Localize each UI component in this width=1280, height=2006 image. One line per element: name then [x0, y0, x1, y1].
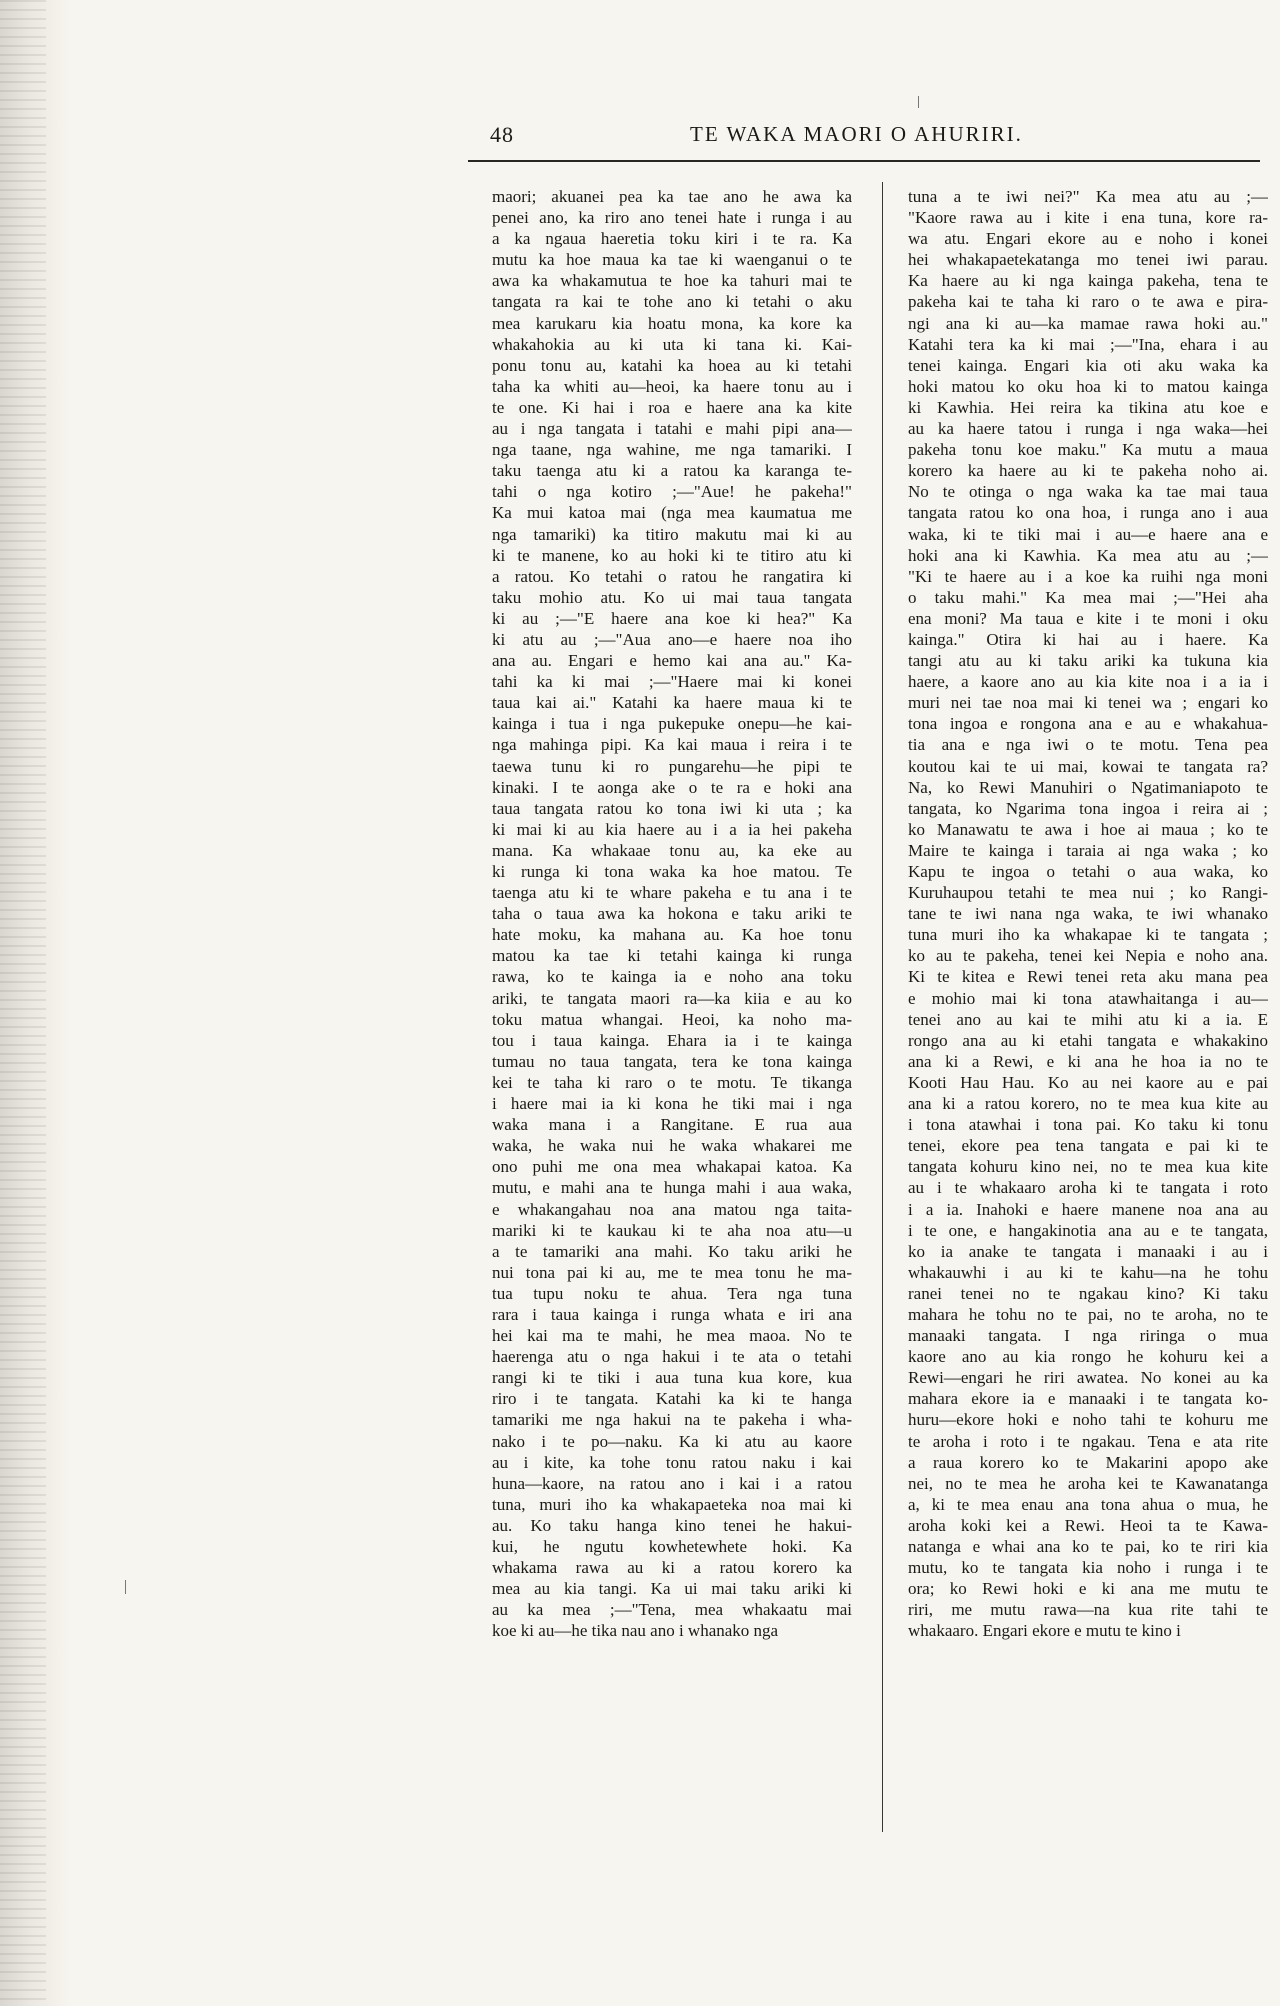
page-header [490, 122, 1260, 156]
text-line: au. Ko taku hanga kino tenei he hakui- [492, 1515, 852, 1535]
text-line: tangi atu au ki taku ariki ka tukuna kia [908, 651, 1268, 671]
text-line: o taku mahi." Ka mea mai ;—"Hei aha [908, 587, 1268, 607]
text-column-left [492, 186, 852, 1641]
text-line: te one. Ki hai i roa e haere ana ka kite [492, 397, 852, 417]
text-line: toku matua whangai. Heoi, ka noho ma- [492, 1009, 852, 1029]
text-line: hei kai ma te mahi, he mea maoa. No te [492, 1326, 852, 1346]
newspaper-title: TE WAKA MAORI O AHURIRI. [690, 122, 1023, 146]
text-line: mutu, e mahi ana te hunga mahi i aua waka, [492, 1178, 852, 1198]
text-line: kainga i tua i nga pukepuke onepu—he kai- [492, 714, 852, 734]
text-line: No te otinga o nga waka ka tae mai taua [908, 482, 1268, 502]
text-line: matou ka tae ki tetahi kainga ki runga [492, 946, 852, 966]
text-line: hate moku, ka mahana au. Ka hoe tonu [492, 925, 852, 945]
text-line: ki runga ki tona waka ka hoe matou. Te [492, 862, 852, 881]
text-line: natanga e whai ana ko te pai, ko te riri kia [908, 1537, 1268, 1556]
text-line: "Ki te haere au i a koe ka ruihi nga moni [908, 566, 1268, 586]
text-line: korero ka haere au ki te pakeha noho ai. [908, 461, 1268, 481]
text-line: Rewi—engari he riri awatea. No konei au ka [908, 1368, 1268, 1388]
text-line: tuna, muri iho ka whakapaeteka noa mai ki [492, 1494, 852, 1514]
text-line: muri nei tae noa mai ki tenei wa ; engari ko [908, 693, 1268, 713]
text-line: koe ki au—he tika nau ano i whanako nga [492, 1621, 779, 1641]
text-line: a te tamariki ana mahi. Ko taku ariki he [492, 1241, 852, 1261]
text-line: huna—kaore, na ratou ano i kai i a ratou [492, 1473, 852, 1493]
text-line: ki mai ki au kia haere au i a ia hei pakeha [492, 819, 852, 839]
text-line: nako i te po—naku. Ka ki atu au kaore [492, 1431, 852, 1451]
text-line: tona ingoa e rongona ana e au e whakahua- [908, 714, 1268, 734]
text-line: Kuruhaupou tetahi te mea nui ; ko Rangi- [908, 883, 1268, 903]
text-line: nga tamariki) ka titiro makutu mai ki au [492, 524, 852, 544]
text-line: au ka haere tatou i runga i nga waka—hei [908, 419, 1268, 439]
text-line: hei whakapaetekatanga mo tenei iwi parau. [908, 250, 1268, 270]
text-line: haerenga atu o nga hakui i te ata o tetahi [492, 1347, 852, 1367]
text-line: ariki, te tangata maori ra—ka kiia e au ko [492, 988, 852, 1008]
text-line: ena moni? Ma taua e kite i te moni i oku [908, 608, 1268, 628]
text-line: rara i taua kainga i runga whata e iri ana [492, 1304, 852, 1324]
text-line: penei ano, ka riro ano tenei hate i runga i au [492, 208, 852, 228]
text-line: mana. Ka whakaae tonu au, ka eke au [492, 840, 852, 860]
text-line: mahara ekore ia e manaaki i te tangata ko- [908, 1389, 1268, 1409]
text-line: maori; akuanei pea ka tae ano he awa ka [492, 187, 852, 206]
text-line: au i nga tangata i tatahi e mahi pipi ana— [492, 419, 852, 439]
text-line: mutu, ko te tangata kia noho i runga i te [908, 1558, 1268, 1578]
text-line: i te one, e hangakinotia ana au e te tangata, [908, 1220, 1268, 1240]
text-line: tangata ra kai te tohe ano ki tetahi o aku [492, 292, 852, 312]
text-line: nei, no te mea he aroha kei te Kawanatanga [908, 1473, 1268, 1493]
text-line: tumau no taua tangata, tera ke tona kainga [492, 1051, 852, 1071]
text-line: Ki te kitea e Rewi tenei reta aku mana pea [908, 967, 1268, 987]
text-line: Ka mui katoa mai (nga mea kaumatua me [492, 503, 852, 523]
text-line: mariki ki te kaukau ki te aha noa atu—u [492, 1220, 852, 1240]
text-column-right [908, 186, 1268, 1641]
text-line: taua tangata ratou ko tona iwi ki uta ; ka [492, 798, 852, 818]
text-line: ngi ana ki au—ka mamae rawa hoki au." [908, 313, 1268, 333]
text-line: taku taenga atu ki a ratou ka karanga te- [492, 461, 852, 481]
text-line: a ka ngaua haeretia toku kiri i te ra. Ka [492, 229, 852, 249]
text-line: kaore ano au kia rongo he kohuru kei a [908, 1347, 1268, 1367]
text-line: koutou kai te ui mai, kowai te tangata ra? [908, 756, 1268, 776]
text-line: aroha koki kei a Rewi. Heoi ta te Kawa- [908, 1515, 1268, 1535]
text-line: rangi ki te tiki i aua tuna kua kore, kua [492, 1368, 852, 1388]
text-line: a, ki te mea enau ana tona ahua o mua, he [908, 1494, 1268, 1514]
text-line: pakeha tonu koe maku." Ka mutu a maua [908, 440, 1268, 460]
text-line: ko ia anake te tangata i manaaki i au i [908, 1241, 1268, 1261]
text-line: tenei, ekore pea tena tangata e pai ki te [908, 1136, 1268, 1156]
text-line: wa atu. Engari ekore au e noho i konei [908, 229, 1268, 249]
text-line: whakaaro. Engari ekore e mutu te kino i [908, 1621, 1181, 1641]
text-line: a ratou. Ko tetahi o ratou he rangatira ki [492, 566, 852, 586]
text-line: tane te iwi nana nga waka, te iwi whanako [908, 904, 1268, 924]
text-line: Na, ko Rewi Manuhiri o Ngatimaniapoto te [908, 777, 1268, 797]
text-line: kainga." Otira ki hai au i haere. Ka [908, 629, 1268, 649]
text-line: ana ki a ratou korero, no te mea kua kite au [908, 1094, 1268, 1114]
text-line: ko Manawatu te awa i hoe ai maua ; ko te [908, 819, 1268, 839]
text-line: tia ana e nga iwi o te motu. Tena pea [908, 735, 1268, 755]
text-line: huru—ekore hoki e noho tahi te kohuru me [908, 1410, 1268, 1430]
text-line: tou i taua kainga. Ehara ia i te kainga [492, 1030, 852, 1050]
text-line: awa ka whakamutua te hoe ka tahuri mai te [492, 271, 852, 291]
text-line: haere, a kaore ano au kia kite noa i a ia i [908, 672, 1268, 692]
text-line: kinaki. I te aonga ake o te ra e hoki ana [492, 777, 852, 797]
text-line: tangata ratou ko ona hoa, i runga ano i aua [908, 503, 1268, 523]
text-line: ko au te pakeha, tenei kei Nepia e noho ana. [908, 946, 1268, 966]
text-line: pakeha kai te taha ki raro o te awa e pira- [908, 292, 1268, 312]
text-line: tenei ano au kai te mihi atu ki a ia. E [908, 1009, 1268, 1029]
text-line: taenga atu ki te whare pakeha e tu ana i te [492, 883, 852, 903]
text-line: taua kai ai." Katahi ka haere maua ki te [492, 693, 852, 713]
text-line: e mohio mai ki tona atawhaitanga i au— [908, 988, 1268, 1008]
text-line: ono puhi me ona mea whakapai katoa. Ka [492, 1157, 852, 1177]
text-line: a raua korero ko te Makarini apopo ake [908, 1452, 1268, 1472]
text-line: mea karukaru kia hoatu mona, ka kore ka [492, 313, 852, 333]
text-line: ora; ko Rewi hoki e ki ana me mutu te [908, 1579, 1268, 1599]
text-line: taku mohio atu. Ko ui mai taua tangata [492, 587, 852, 607]
text-line: manaaki tangata. I nga riringa o mua [908, 1326, 1268, 1346]
text-line: ranei tenei no te ngakau kino? Ki taku [908, 1283, 1268, 1303]
text-line: whakauwhi i au ki te kahu—na he tohu [908, 1262, 1268, 1282]
text-line: ana au. Engari e hemo kai ana au." Ka- [492, 651, 852, 671]
text-line: rawa, ko te kainga ia e noho ana toku [492, 967, 852, 987]
print-mark [918, 96, 919, 108]
text-line: ki te manene, ko au hoki ki te titiro atu ki [492, 545, 852, 565]
text-line: taha o taua awa ka hokona e taku ariki te [492, 904, 852, 924]
text-line: au ka mea ;—"Tena, mea whakaatu mai [492, 1600, 852, 1620]
text-line: ki au ;—"E haere ana koe ki hea?" Ka [492, 608, 852, 628]
text-line: i haere mai ia ki kona he tiki mai i nga [492, 1094, 852, 1114]
text-line: riri, me mutu rawa—na kua rite tahi te [908, 1600, 1268, 1620]
page-gutter-texture [0, 0, 46, 2006]
text-line: nga taane, nga wahine, me nga tamariki. I [492, 440, 852, 460]
text-line: Kapu te ingoa o tetahi o aua waka, ko [908, 862, 1268, 881]
text-line: hoki matou ko oku hoa ki to matou kainga [908, 376, 1268, 396]
text-line: tua tupu noku te ahua. Tera nga tuna [492, 1283, 852, 1303]
text-line: Katahi tera ka ki mai ;—"Ina, ehara i au [908, 334, 1268, 354]
text-line: te aroha i roto i te ngakau. Tena e ata rite [908, 1431, 1268, 1451]
text-line: mea au kia tangi. Ka ui mai taku ariki ki [492, 1579, 852, 1599]
text-line: hoki ana ki Kawhia. Ka mea atu au ;— [908, 545, 1268, 565]
text-line: rongo ana au ki etahi tangata e whakakino [908, 1030, 1268, 1050]
text-line: mutu ka hoe maua ka tae ki waenganui o te [492, 250, 852, 270]
text-line: whakama rawa au ki a ratou korero ka [492, 1558, 852, 1578]
text-line: Ka haere au ki nga kainga pakeha, tena te [908, 271, 1268, 291]
print-mark [125, 1580, 126, 1594]
text-line: tangata kohuru kino nei, no te mea kua kite [908, 1157, 1268, 1177]
text-line: Maire te kainga i taraia ai nga waka ; ko [908, 840, 1268, 860]
text-line: ana ki a Rewi, e ki ana he hoa ia no te [908, 1051, 1268, 1071]
page-number: 48 [490, 122, 514, 147]
text-line: kei te taha ki raro o te motu. Te tikanga [492, 1072, 852, 1092]
text-line: tangata, ko Ngarima tona ingoa i reira ai ; [908, 798, 1268, 818]
text-line: Kooti Hau Hau. Ko au nei kaore au e pai [908, 1072, 1268, 1092]
text-line: waka mana i a Rangitane. E rua aua [492, 1115, 852, 1135]
text-line: waka, ki te tiki mai i au—e haere ana e [908, 524, 1268, 544]
text-line: au i kite, ka tohe tonu ratou naku i kai [492, 1452, 852, 1472]
text-line: whakahokia au ki uta ki tana ki. Kai- [492, 334, 852, 354]
text-line: waka, he waka nui he waka whakarei me [492, 1136, 852, 1156]
text-line: kui, he ngutu kowhetewhete hoki. Ka [492, 1537, 852, 1556]
text-line: ki Kawhia. Hei reira ka tikina atu koe e [908, 397, 1268, 417]
text-line: ponu tonu au, katahi ka hoea au ki tetahi [492, 355, 852, 375]
text-line: taewa tunu ki ro pungarehu—he pipi te [492, 756, 852, 776]
text-line: tuna a te iwi nei?" Ka mea atu au ;— [908, 187, 1268, 206]
text-line: tenei kainga. Engari kia oti aku waka ka [908, 355, 1268, 375]
text-line: nui tona pai ki au, me te mea tonu he ma- [492, 1262, 852, 1282]
text-line: i a ia. Inahoki e haere manene noa ana au [908, 1199, 1268, 1219]
text-line: au i te whakaaro aroha ki te tangata i roto [908, 1178, 1268, 1198]
text-line: nga mahinga pipi. Ka kai maua i reira i te [492, 735, 852, 755]
header-rule [468, 160, 1260, 162]
text-line: i tona atawhai i tona pai. Ko taku ki tonu [908, 1115, 1268, 1135]
text-line: "Kaore rawa au i kite i ena tuna, kore ra- [908, 208, 1268, 228]
text-line: e whakangahau noa ana matou nga taita- [492, 1199, 852, 1219]
text-line: tahi ka ki mai ;—"Haere mai ki konei [492, 672, 852, 692]
text-line: tahi o nga kotiro ;—"Aue! he pakeha!" [492, 482, 852, 502]
text-line: taha ka whiti au—heoi, ka haere tonu au i [492, 376, 852, 396]
text-line: tamariki me nga hakui na te pakeha i wha- [492, 1410, 852, 1430]
text-line: riro i te tangata. Katahi ka ki te hanga [492, 1389, 852, 1409]
text-line: ki atu au ;—"Aua ano—e haere noa iho [492, 629, 852, 649]
text-line: mahara he tohu no te pai, no te aroha, no te [908, 1304, 1268, 1324]
column-divider [882, 182, 883, 1832]
text-line: tuna muri iho ka whakapae ki te tangata ; [908, 925, 1268, 945]
